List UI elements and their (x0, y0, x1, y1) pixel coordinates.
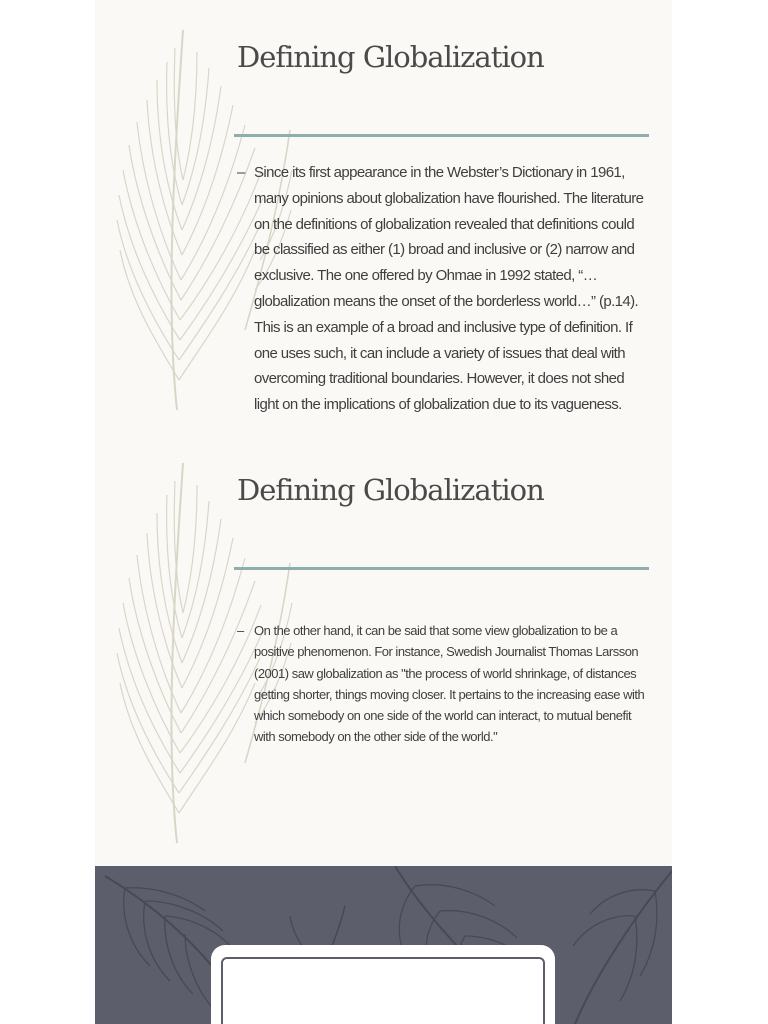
content-card (211, 945, 555, 1024)
slide-3 (95, 866, 672, 1024)
bullet-text: On the other hand, it can be said that some view globalization to be a positive phenomenon. For instance, Swedish Journalist Thomas Larsson (2001) saw globalization as "the process of world shrinkage, of distances getting shorter, things moving closer. It pertains to the increasing ease with which somebody on one side of the world can interact, to mutual benefit with somebody on the other side of the world." (254, 623, 645, 745)
content-card-frame (221, 957, 545, 1024)
slide-1 (95, 0, 672, 433)
slide-title: Defining Globalization (237, 473, 544, 507)
slide-title: Defining Globalization (237, 40, 544, 74)
title-divider (234, 567, 649, 570)
bullet-marker: – (237, 623, 244, 638)
slide-2 (95, 433, 672, 866)
bullet-text: Since its first appearance in the Webster’s Dictionary in 1961, many opinions about globalization have flourished. The literature on the definitions of globalization revealed that definitions could be classified as either (1) broad and inclusive or (2) narrow and exclusive. The one offered by Ohmae in 1992 stated, “…globalization means the onset of the borderless world…” (p.14). This is an example of a broad and inclusive type of definition. If one uses such, it can include a variety of issues that deal with overcoming traditional boundaries. However, it does not shed light on the implications of globalization due to its vagueness. (254, 164, 644, 414)
bullet-marker: – (237, 164, 245, 181)
title-divider (234, 134, 649, 137)
bullet-item (237, 160, 649, 418)
bullet-list (237, 160, 649, 418)
bullet-item (237, 620, 649, 748)
bullet-list (237, 620, 649, 748)
